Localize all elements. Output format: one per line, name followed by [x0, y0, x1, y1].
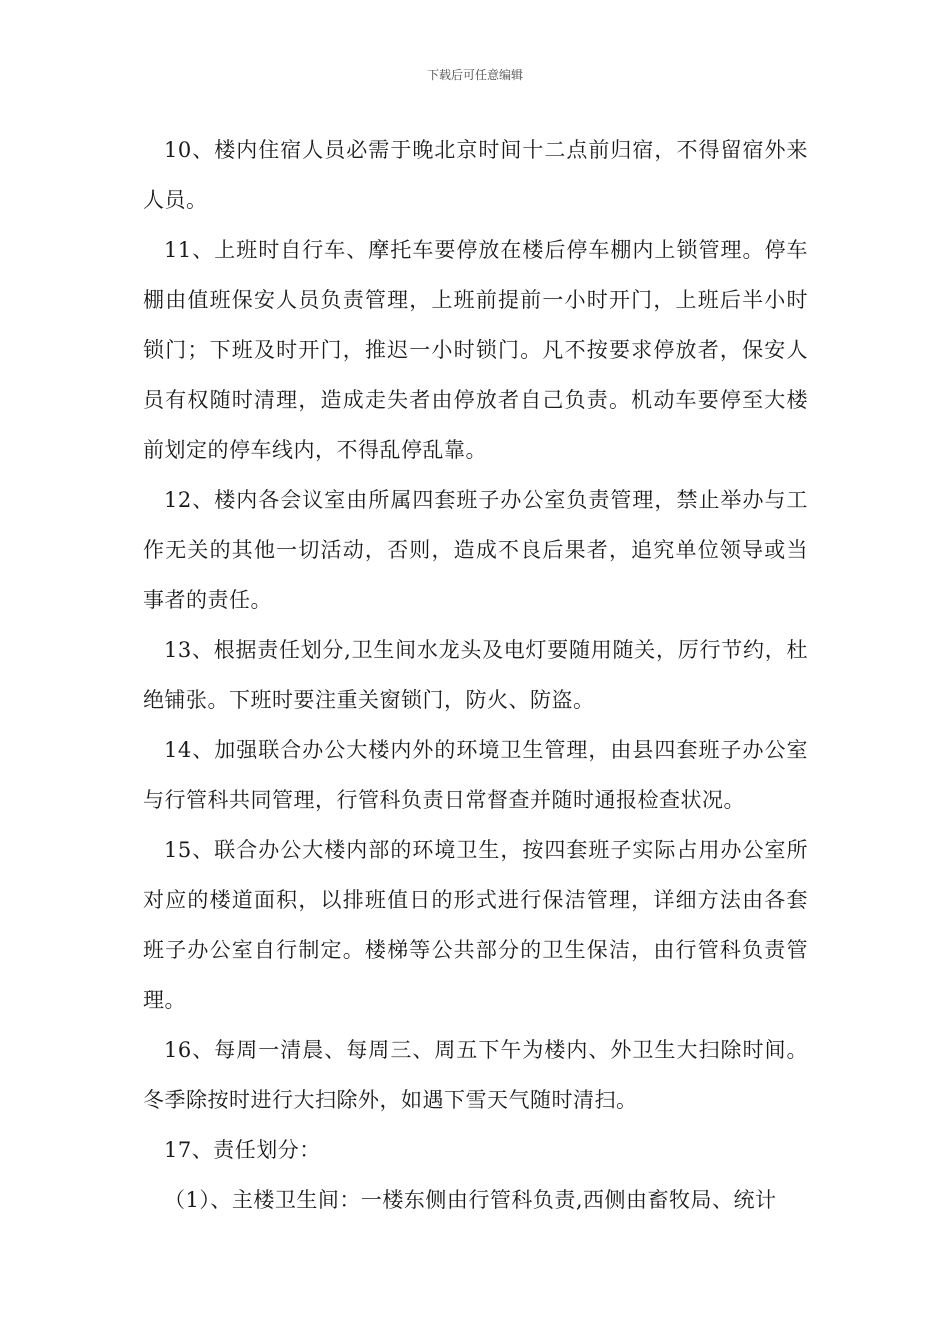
paragraph-12: 12、楼内各会议室由所属四套班子办公室负责管理，禁止举办与工作无关的其他一切活动，否则，造成不良后果者，追究单位领导或当事者的责任。	[143, 488, 808, 612]
paragraph-17-1: （1）、主楼卫生间：一楼东侧由行管科负责,西侧由畜牧局、统计	[164, 1188, 777, 1212]
paragraph-13: 13、根据责任划分,卫生间水龙头及电灯要随用随关，厉行节约，杜绝铺张。下班时要注重关窗锁门，防火、防盗。	[143, 638, 808, 712]
paragraph-11: 11、上班时自行车、摩托车要停放在楼后停车棚内上锁管理。停车棚由值班保安人员负责管理，上班前提前一小时开门，上班后半小时锁门；下班及时开门，推迟一小时锁门。凡不按要求停放者，保安人员有权随时清理，造成走失者由停放者自己负责。机动车要停至大楼前划定的停车线内，不得乱停乱靠。	[143, 238, 808, 462]
paragraph-10: 10、楼内住宿人员必需于晚北京时间十二点前归宿，不得留宿外来人员。	[143, 138, 808, 212]
paragraph-16: 16、每周一清晨、每周三、周五下午为楼内、外卫生大扫除时间。冬季除按时进行大扫除外，如遇下雪天气随时清扫。	[143, 1038, 808, 1112]
paragraph-17: 17、责任划分：	[164, 1138, 321, 1162]
paragraph-14: 14、加强联合办公大楼内外的环境卫生管理，由县四套班子办公室与行管科共同管理，行管科负责日常督查并随时通报检查状况。	[143, 738, 808, 812]
page-header: 下载后可任意编辑	[426, 68, 523, 82]
document-body	[143, 125, 808, 1225]
paragraph-15: 15、联合办公大楼内部的环境卫生，按四套班子实际占用办公室所对应的楼道面积，以排班值日的形式进行保洁管理，详细方法由各套班子办公室自行制定。楼梯等公共部分的卫生保洁，由行管科负责管理。	[143, 838, 808, 1012]
